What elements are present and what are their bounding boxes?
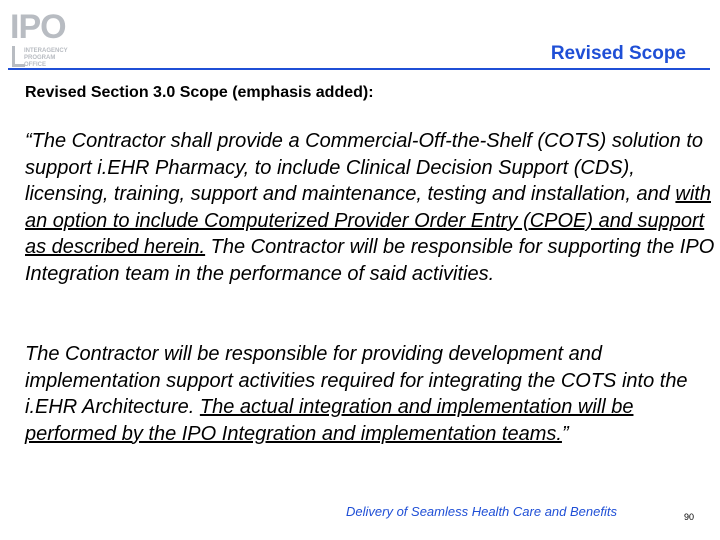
logo-text: IPO	[10, 8, 66, 46]
footer-tagline: Delivery of Seamless Health Care and Benefits	[346, 504, 617, 519]
scope-paragraph-2	[25, 341, 715, 447]
scope-paragraph-1	[25, 128, 715, 287]
page-number: 90	[683, 512, 694, 522]
paragraph-1-text-b: The Contractor will be responsible for supporting the IPO Integration team in the performance of said activities.	[25, 236, 715, 285]
paragraph-2-emphasis: The actual integration and implementation will be performed by the IPO Integration and implementation teams.	[25, 396, 634, 445]
slide-title: Revised Scope	[550, 43, 686, 64]
paragraph-1-text-a: “The Contractor shall provide a Commercial-Off-the-Shelf (COTS) solution to support i.EHR Pharmacy, to include Clinical Decision Support (CDS), licensing, training, support and maintenance, testing and installation, and	[25, 130, 704, 205]
logo-bracket	[12, 46, 25, 67]
logo-subtitle-line1: INTERAGENCY	[24, 48, 68, 54]
ipo-logo	[10, 10, 74, 70]
logo-subtitle-line2: PROGRAM OFFICE	[24, 55, 56, 68]
paragraph-1-emphasis: with an option to include Computerized Provider Order Entry (CPOE) and support as described herein.	[25, 183, 711, 258]
title-divider	[8, 68, 710, 70]
section-subheading: Revised Section 3.0 Scope (emphasis added):	[25, 84, 374, 101]
paragraph-2-text-a: The Contractor will be responsible for providing development and implementation support activities required for integrating the COTS into the i.EHR Architecture.	[25, 343, 688, 418]
paragraph-2-text-b: ”	[561, 422, 569, 445]
